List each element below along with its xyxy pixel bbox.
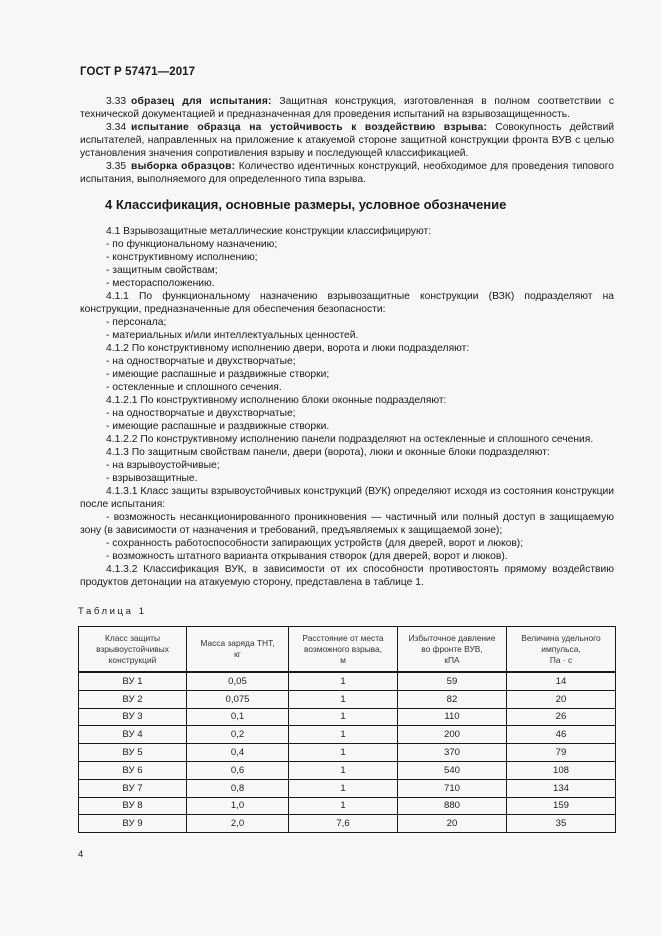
page-number: 4 <box>78 849 84 860</box>
list-item: - конструктивному исполнению; <box>106 252 258 263</box>
cell-impulse: 35 <box>507 815 616 833</box>
cell-class: ВУ 5 <box>79 744 187 762</box>
cell-impulse: 26 <box>507 708 616 726</box>
list-item: - сохранность работоспособности запирающих устройств (для дверей, ворот и люков); <box>106 538 524 549</box>
column-header-tnt-mass <box>187 627 289 673</box>
cell-overpressure: 110 <box>398 708 507 726</box>
paragraph-4-1-3-1: 4.1.3.1 Класс защиты взрывоустойчивых конструкций (ВУК) определяют исходя из состояния конструкции после испытания: <box>80 486 614 510</box>
header-line: конструкций <box>108 654 157 665</box>
table-row <box>79 726 616 744</box>
table-row <box>79 761 616 779</box>
header-line: Па · с <box>549 654 573 665</box>
cell-overpressure: 20 <box>398 815 507 833</box>
cell-tnt-mass: 0,075 <box>187 690 289 708</box>
cell-impulse: 108 <box>507 761 616 779</box>
cell-tnt-mass: 0,8 <box>187 779 289 797</box>
list-item: - на одностворчатые и двухстворчатые; <box>106 408 296 419</box>
paragraph-4-1-3-2: 4.1.3.2 Классификация ВУК, в зависимости от их способности противостоять прямому воздействию продуктов детонации на атакуемую сторону, представлена в таблице 1. <box>80 564 614 588</box>
cell-distance: 1 <box>289 708 398 726</box>
header-line: м <box>340 654 346 665</box>
column-header-class <box>79 627 187 673</box>
cell-distance: 1 <box>289 690 398 708</box>
cell-class: ВУ 8 <box>79 797 187 815</box>
document-id-header: ГОСТ Р 57471—2017 <box>80 66 196 78</box>
definition-term: образец для испытания: <box>131 96 272 107</box>
list-item: - материальных и/или интеллектуальных ценностей. <box>106 330 359 341</box>
cell-tnt-mass: 0,4 <box>187 744 289 762</box>
definition-number: 3.33 <box>106 96 127 107</box>
cell-overpressure: 370 <box>398 744 507 762</box>
table-row <box>79 672 616 690</box>
definitions-block <box>80 95 614 186</box>
cell-tnt-mass: 0,2 <box>187 726 289 744</box>
definition-number: 3.34 <box>106 122 127 133</box>
definition-text: Защитная конструкция, изготовленная в полном соответствии с технической документацией и предназначенная для проведения испытаний на взрывозащищенность. <box>80 96 614 120</box>
paragraph-4-1-2-1: 4.1.2.1 По конструктивному исполнению блоки оконные подразделяют: <box>106 395 447 406</box>
paragraph-4-1-2: 4.1.2 По конструктивному исполнению двери, ворота и люки подразделяют: <box>106 343 470 354</box>
column-header-impulse <box>507 627 616 673</box>
header-line: взрывоустойчивых <box>96 643 169 654</box>
table-row <box>79 779 616 797</box>
definition-text: Количество идентичных конструкций, необходимое для проведения типового испытания, выполняемого для определенного типа взрыва. <box>80 161 614 185</box>
cell-impulse: 46 <box>507 726 616 744</box>
definition-3-35 <box>80 160 614 186</box>
paragraph-4-1-1: 4.1.1 По функциональному назначению взрывозащитные конструкции (ВЗК) подразделяют на конструкции, предназначенные для обеспечения безопасности: <box>80 291 614 315</box>
cell-class: ВУ 1 <box>79 672 187 690</box>
list-item: - взрывозащитные. <box>106 473 198 484</box>
cell-impulse: 159 <box>507 797 616 815</box>
header-line: Масса заряда ТНТ, <box>200 638 275 648</box>
cell-class: ВУ 7 <box>79 779 187 797</box>
table-row <box>79 690 616 708</box>
section-4-heading: 4 Классификация, основные размеры, условное обозначение <box>105 197 507 212</box>
section-4-body <box>80 225 614 589</box>
paragraph-4-1-3: 4.1.3 По защитным свойствам панели, двери (ворота), люки и оконные блоки подразделяют: <box>106 447 550 458</box>
list-item: - на взрывоустойчивые; <box>106 460 220 471</box>
cell-distance: 1 <box>289 672 398 690</box>
cell-overpressure: 540 <box>398 761 507 779</box>
definition-term: испытание образца на устойчивость к воздействию взрыва: <box>131 122 488 133</box>
header-line: импульса, <box>541 643 581 654</box>
table-row <box>79 815 616 833</box>
column-header-distance <box>289 627 398 673</box>
list-item: - защитным свойствам; <box>106 265 218 276</box>
cell-distance: 1 <box>289 761 398 779</box>
cell-impulse: 20 <box>507 690 616 708</box>
header-line: кг <box>234 649 241 659</box>
list-item: - имеющие распашные и раздвижные створки. <box>106 421 330 432</box>
cell-distance: 1 <box>289 744 398 762</box>
cell-tnt-mass: 0,1 <box>187 708 289 726</box>
list-item: - остекленные и сплошного сечения. <box>106 382 282 393</box>
cell-tnt-mass: 1,0 <box>187 797 289 815</box>
cell-class: ВУ 3 <box>79 708 187 726</box>
list-item: - месторасположению. <box>106 278 215 289</box>
header-line: кПА <box>444 654 460 665</box>
cell-impulse: 134 <box>507 779 616 797</box>
cell-distance: 1 <box>289 726 398 744</box>
cell-class: ВУ 6 <box>79 761 187 779</box>
table-row <box>79 708 616 726</box>
table-row <box>79 744 616 762</box>
header-line: Класс защиты <box>104 632 161 643</box>
list-item: - имеющие распашные и раздвижные створки; <box>106 369 330 380</box>
cell-distance: 1 <box>289 779 398 797</box>
list-item: - по функциональному назначению; <box>106 239 278 250</box>
cell-overpressure: 710 <box>398 779 507 797</box>
cell-class: ВУ 9 <box>79 815 187 833</box>
cell-tnt-mass: 0,05 <box>187 672 289 690</box>
protection-class-table <box>78 626 616 833</box>
table-row <box>79 797 616 815</box>
column-header-overpressure <box>398 627 507 673</box>
header-line: Величина удельного <box>521 632 601 643</box>
header-line: Расстояние от места <box>302 632 384 643</box>
list-item: - персонала; <box>106 317 167 328</box>
definition-number: 3.35 <box>106 161 127 172</box>
cell-distance: 1 <box>289 797 398 815</box>
cell-overpressure: 82 <box>398 690 507 708</box>
paragraph-4-1: 4.1 Взрывозащитные металлические конструкции классифицируют: <box>106 226 432 237</box>
definition-3-33 <box>80 95 614 121</box>
cell-impulse: 79 <box>507 744 616 762</box>
cell-overpressure: 59 <box>398 672 507 690</box>
cell-tnt-mass: 0,6 <box>187 761 289 779</box>
cell-overpressure: 200 <box>398 726 507 744</box>
definition-3-34 <box>80 121 614 160</box>
header-line: Избыточное давление <box>408 632 496 643</box>
paragraph-4-1-2-2: 4.1.2.2 По конструктивному исполнению панели подразделяют на остекленные и сплошного сечения. <box>106 434 594 445</box>
table-header-row <box>79 627 616 673</box>
definition-text: Совокупность действий испытателей, направленных на приложение к атакуемой стороне защитной конструкции фронта ВУВ с целью установления значения сопротивления взрыву и последующей классификацией. <box>80 122 614 159</box>
cell-overpressure: 880 <box>398 797 507 815</box>
list-item: - на одностворчатые и двухстворчатые; <box>106 356 296 367</box>
table-caption: Таблица 1 <box>78 606 147 617</box>
header-line: возможного взрыва, <box>303 643 383 654</box>
cell-distance: 7,6 <box>289 815 398 833</box>
definition-term: выборка образцов: <box>131 161 236 172</box>
cell-impulse: 14 <box>507 672 616 690</box>
cell-class: ВУ 4 <box>79 726 187 744</box>
header-line: во фронте ВУВ, <box>421 643 483 654</box>
cell-tnt-mass: 2,0 <box>187 815 289 833</box>
cell-class: ВУ 2 <box>79 690 187 708</box>
list-item: - возможность несанкционированного проникновения — частичный или полный доступ в защищаемую зону (в зависимости от назначения и требований, предъявляемых к защищаемой зоне); <box>80 512 614 536</box>
list-item: - возможность штатного варианта открывания створок (для дверей, ворот и люков). <box>106 551 508 562</box>
